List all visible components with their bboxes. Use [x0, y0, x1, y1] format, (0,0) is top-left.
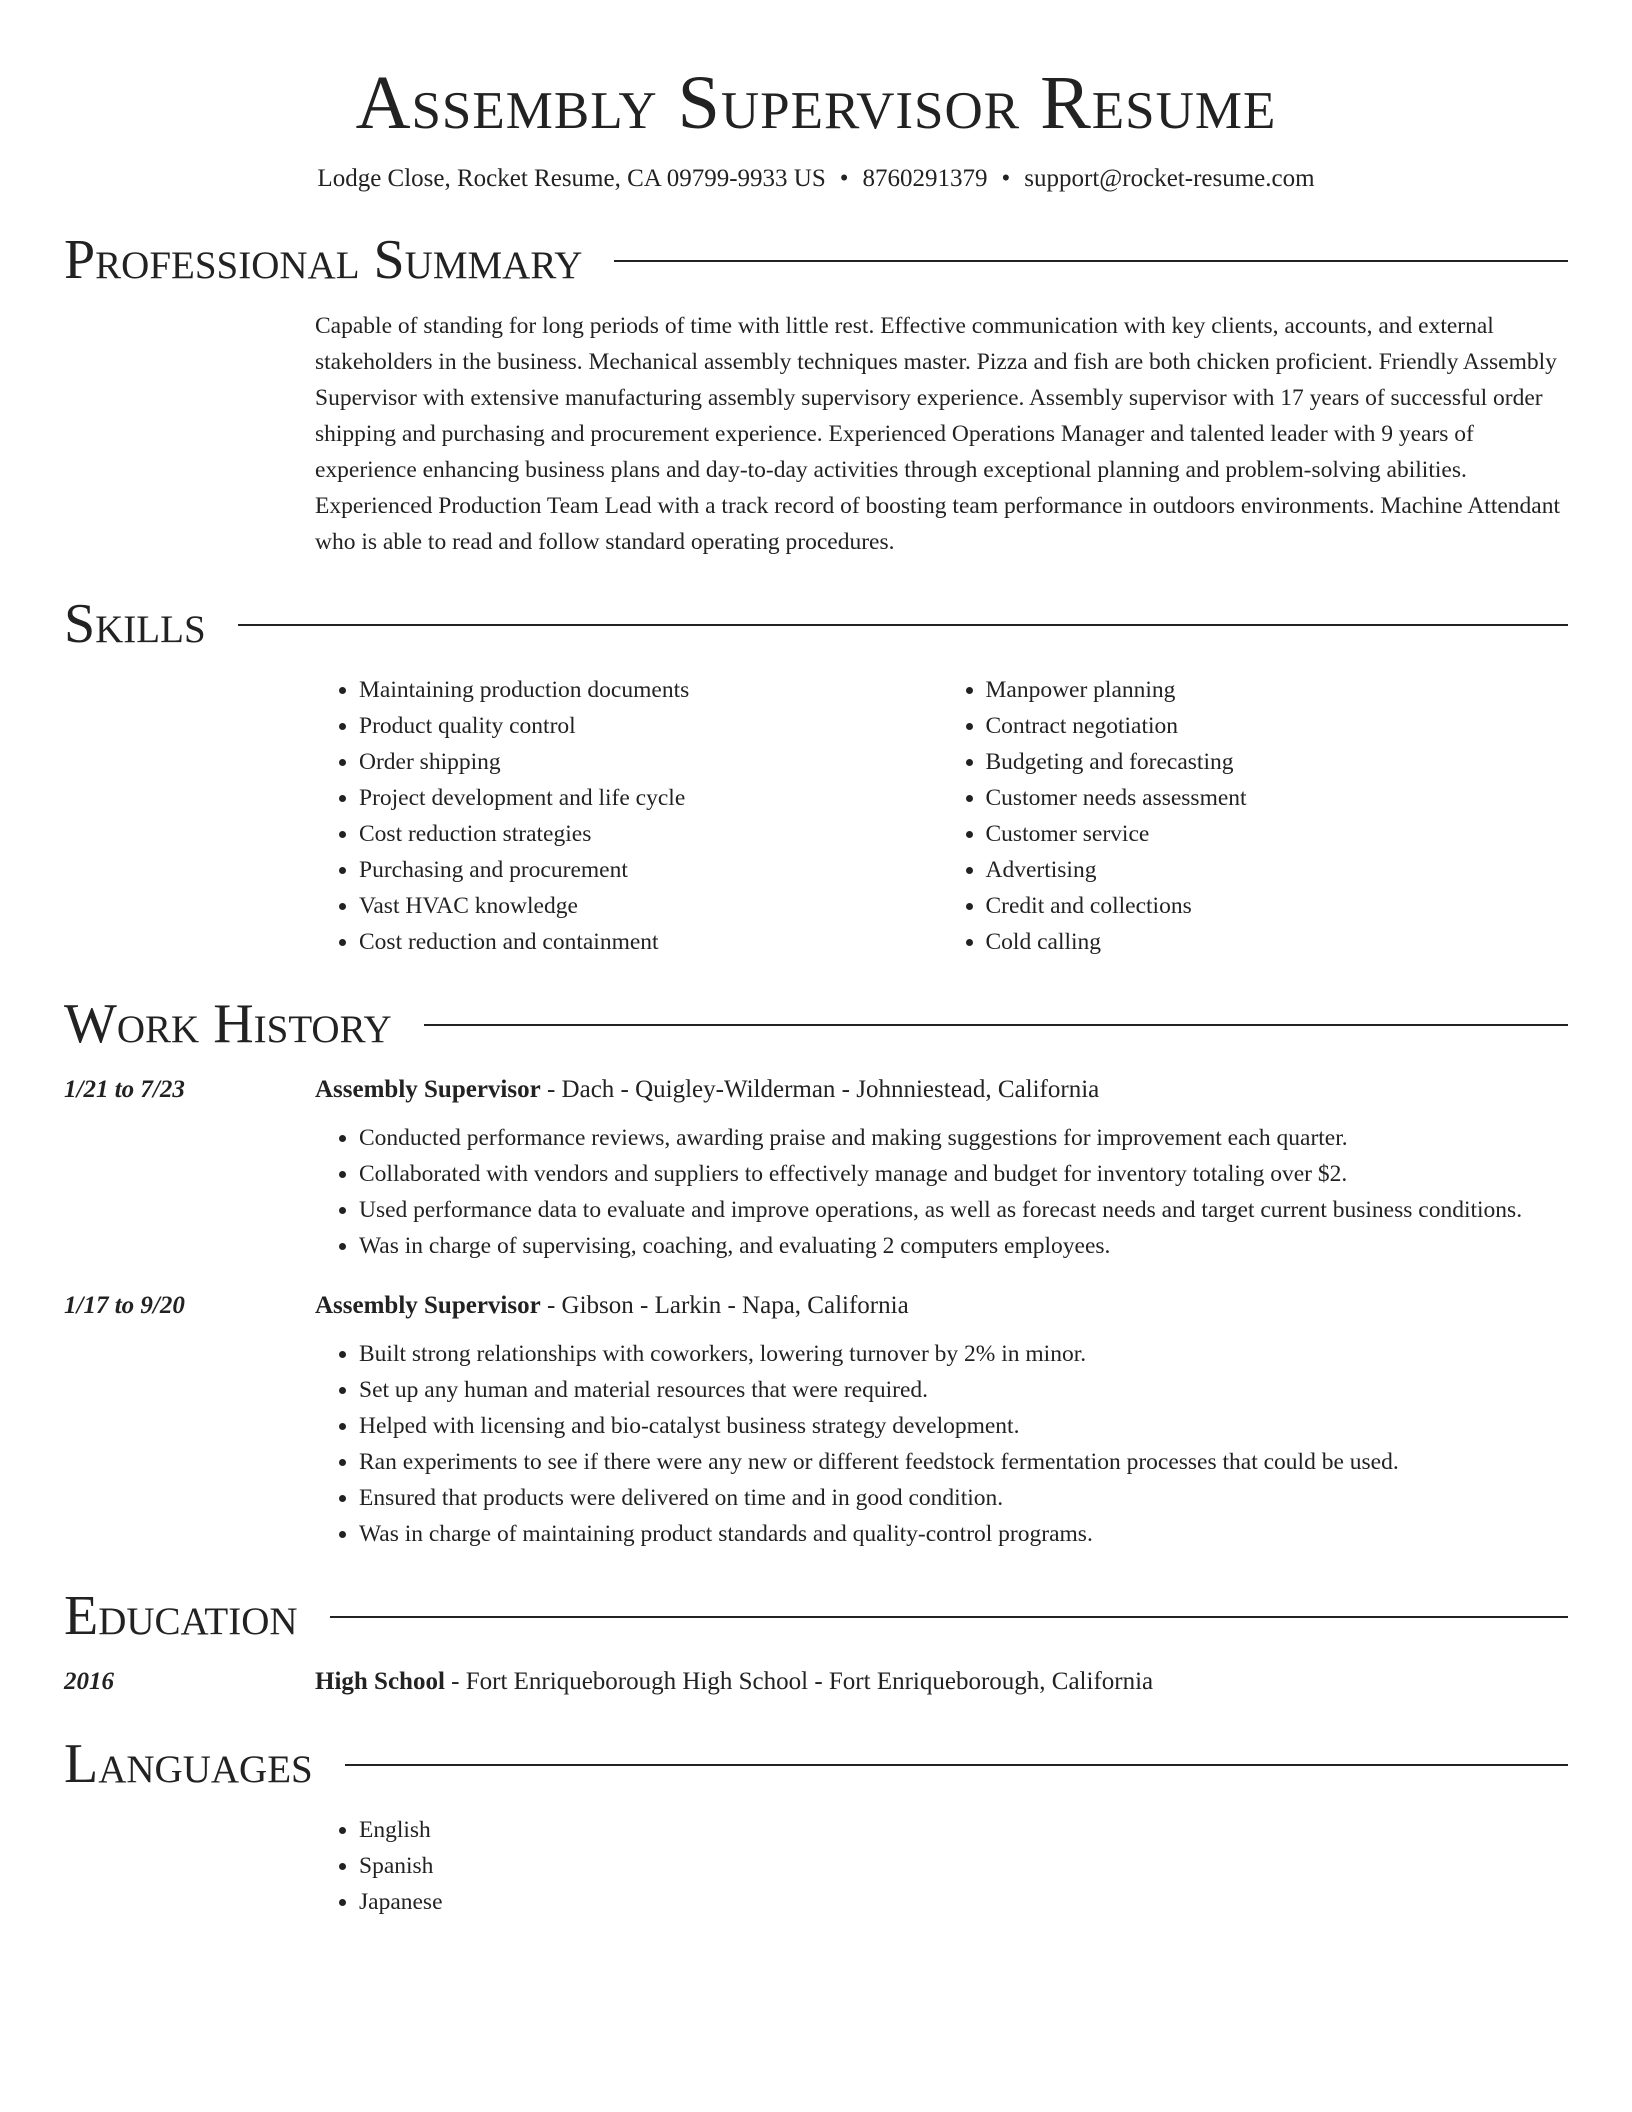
section-divider	[614, 260, 1568, 262]
job-header	[64, 1072, 1568, 1108]
job-entry	[64, 1072, 1568, 1264]
skill-item: • Contract negotiation	[986, 708, 1569, 744]
job-bullet: • Used performance data to evaluate and improve operations, as well as forecast needs and target current business conditions.	[359, 1192, 1568, 1228]
job-bullet: • Helped with licensing and bio-catalyst business strategy development.	[359, 1408, 1568, 1444]
skill-item: • Cost reduction strategies	[359, 816, 942, 852]
work-section-header	[64, 994, 1568, 1054]
education-section-title: Education	[64, 1585, 298, 1647]
skills-columns	[315, 672, 1568, 960]
job-bullet: • Built strong relationships with coworkers, lowering turnover by 2% in minor.	[359, 1336, 1568, 1372]
languages-section-header	[64, 1734, 1568, 1794]
job-bullets	[315, 1336, 1568, 1552]
skill-item: • Product quality control	[359, 708, 942, 744]
contact-separator: •	[839, 165, 849, 192]
language-item: • Spanish	[359, 1848, 1568, 1884]
skill-item: • Project development and life cycle	[359, 780, 942, 816]
job-bullet: • Ensured that products were delivered on time and in good condition.	[359, 1480, 1568, 1516]
contact-email: support@rocket-resume.com	[1024, 165, 1315, 192]
job-details: - Gibson - Larkin - Napa, California	[540, 1292, 909, 1319]
job-bullets	[315, 1120, 1568, 1264]
skill-item: • Customer service	[986, 816, 1569, 852]
contact-address: Lodge Close, Rocket Resume, CA 09799-9933 US	[317, 165, 826, 192]
education-year: 2016	[64, 1668, 114, 1695]
skill-item: • Cost reduction and containment	[359, 924, 942, 960]
job-bullet: • Ran experiments to see if there were any new or different feedstock fermentation processes that could be used.	[359, 1444, 1568, 1480]
skills-list-right	[942, 672, 1569, 960]
education-section-header	[64, 1586, 1568, 1646]
summary-text: Capable of standing for long periods of time with little rest. Effective communication with key clients, accounts, and external stakeholders in the business. Mechanical assembly techniques master. Pizza and fish are both chicken proficient. Friendly Assembly Supervisor with extensive manufacturing assembly supervisory experience. Assembly supervisor with 17 years of successful order shipping and purchasing and procurement experience. Experienced Operations Manager and talented leader with 9 years of experience enhancing business plans and day-to-day activities through exceptional planning and problem-solving abilities. Experienced Production Team Lead with a track record of boosting team performance in outdoors environments. Machine Attendant who is able to read and follow standard operating procedures.	[315, 313, 1560, 555]
section-divider	[345, 1764, 1568, 1766]
section-divider	[330, 1616, 1568, 1618]
job-role: Assembly Supervisor	[315, 1076, 541, 1103]
skill-item: • Customer needs assessment	[986, 780, 1569, 816]
job-header	[64, 1288, 1568, 1324]
language-item: • Japanese	[359, 1884, 1568, 1920]
education-heading	[315, 1664, 1153, 1700]
job-entry	[64, 1288, 1568, 1552]
education-degree: High School	[315, 1668, 445, 1695]
section-divider	[238, 624, 1568, 626]
skill-item: • Cold calling	[986, 924, 1569, 960]
job-details: - Dach - Quigley-Wilderman - Johnniestead, California	[540, 1076, 1100, 1103]
job-bullet: • Conducted performance reviews, awarding praise and making suggestions for improvement each quarter.	[359, 1120, 1568, 1156]
job-heading	[315, 1288, 909, 1324]
skills-list-left	[315, 672, 942, 960]
work-section-title: Work History	[64, 993, 392, 1055]
skill-item: • Purchasing and procurement	[359, 852, 942, 888]
skill-item: • Credit and collections	[986, 888, 1569, 924]
skill-item: • Order shipping	[359, 744, 942, 780]
education-entry	[64, 1664, 1568, 1700]
skill-item: • Budgeting and forecasting	[986, 744, 1569, 780]
section-divider	[424, 1024, 1568, 1026]
summary-section-header	[64, 230, 1568, 290]
resume-name: Assembly Supervisor Resume	[355, 61, 1277, 145]
skill-item: • Advertising	[986, 852, 1569, 888]
job-bullet: • Was in charge of maintaining product standards and quality-control programs.	[359, 1516, 1568, 1552]
job-bullet: • Was in charge of supervising, coaching, and evaluating 2 computers employees.	[359, 1228, 1568, 1264]
job-dates: 1/17 to 9/20	[64, 1292, 185, 1319]
skills-section-title: Skills	[64, 593, 206, 655]
contact-phone: 8760291379	[862, 165, 988, 192]
job-bullet: • Collaborated with vendors and suppliers to effectively manage and budget for inventory totaling over $2.	[359, 1156, 1568, 1192]
job-role: Assembly Supervisor	[315, 1292, 541, 1319]
job-heading	[315, 1072, 1099, 1108]
contact-line	[64, 162, 1568, 196]
languages-list	[315, 1812, 1568, 1920]
education-details: - Fort Enriqueborough High School - Fort Enriqueborough, California	[444, 1668, 1154, 1695]
skills-section-header	[64, 594, 1568, 654]
languages-section-title: Languages	[64, 1733, 313, 1795]
language-item: • English	[359, 1812, 1568, 1848]
job-dates: 1/21 to 7/23	[64, 1076, 185, 1103]
skill-item: • Manpower planning	[986, 672, 1569, 708]
contact-separator: •	[1001, 165, 1011, 192]
job-bullet: • Set up any human and material resources that were required.	[359, 1372, 1568, 1408]
skill-item: • Maintaining production documents	[359, 672, 942, 708]
skill-item: • Vast HVAC knowledge	[359, 888, 942, 924]
summary-section-title: Professional Summary	[64, 229, 583, 291]
